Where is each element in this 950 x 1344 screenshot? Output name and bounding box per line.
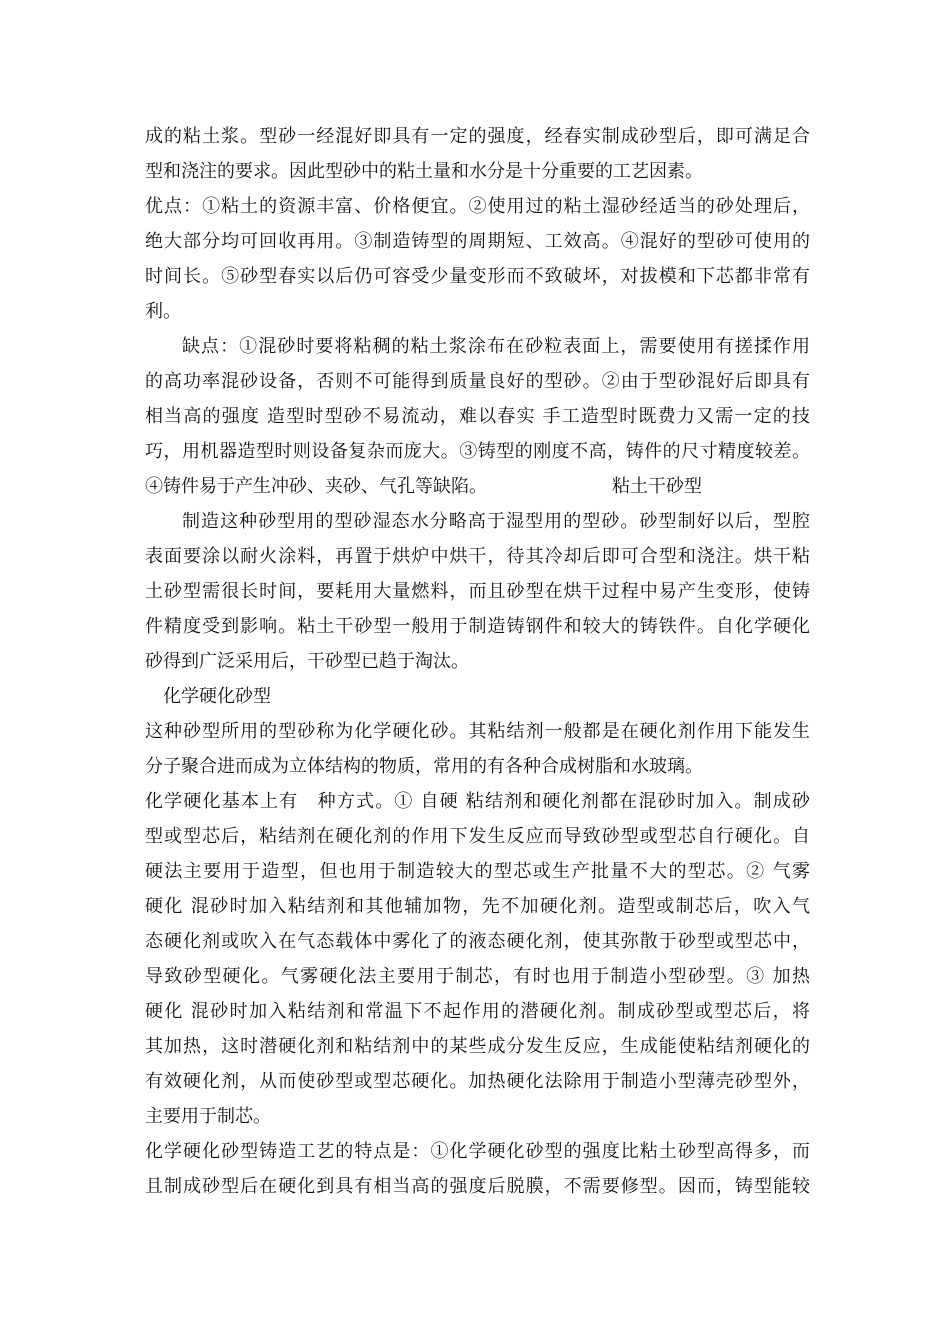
text-line: 有效硬化剂，从而使砂型或型芯硬化。加热硬化法除用于制造小型薄壳砂型外， <box>145 1071 810 1092</box>
text-line: 分子聚合进而成为立体结构的物质，常用的有各种合成树脂和水玻璃。 <box>145 756 703 777</box>
text-line: 化学硬化基本上有 种方式。① 自硬 粘结剂和硬化剂都在混砂时加入。制成砂 <box>145 791 810 812</box>
text-line: 优点：①粘土的资源丰富、价格便宜。②使用过的粘土湿砂经适当的砂处理后， <box>145 196 810 217</box>
text-line: 硬化 混砂时加入粘结剂和常温下不起作用的潜硬化剂。制成砂型或型芯后，将 <box>145 1001 810 1022</box>
text-line: 相当高的强度 造型时型砂不易流动，难以春实 手工造型时既费力又需一定的技 <box>145 406 810 427</box>
text-line: 主要用于制芯。 <box>145 1106 271 1127</box>
text-line: 化学硬化砂型铸造工艺的特点是：①化学硬化砂型的强度比粘土砂型高得多，而 <box>145 1141 810 1162</box>
text-line: 绝大部分均可回收再用。③制造铸型的周期短、工效高。④混好的型砂可使用的 <box>145 231 810 252</box>
text-line: 的高功率混砂设备，否则不可能得到质量良好的型砂。②由于型砂混好后即具有 <box>145 371 810 392</box>
text-line: 砂得到广泛采用后，干砂型已趋于淘汰。 <box>145 651 469 672</box>
text-line: 导致砂型硬化。气雾硬化法主要用于制芯，有时也用于制造小型砂型。③ 加热 <box>145 966 810 987</box>
text-line: 制造这种砂型用的型砂湿态水分略高于湿型用的型砂。砂型制好以后，型腔 <box>182 511 810 532</box>
text-line: 时间长。⑤砂型春实以后仍可容受少量变形而不致破坏，对拔模和下芯都非常有 <box>145 266 810 287</box>
text-line: ④铸件易于产生冲砂、夹砂、气孔等缺陷。 <box>145 476 487 497</box>
text-line: 型或型芯后，粘结剂在硬化剂的作用下发生反应而导致砂型或型芯自行硬化。自 <box>145 826 810 847</box>
section-heading-chemical-hardened-sand: 化学硬化砂型 <box>163 686 271 707</box>
text-line: 型和浇注的要求。因此型砂中的粘土量和水分是十分重要的工艺因素。 <box>145 161 703 182</box>
section-heading-clay-dry-sand: 粘土干砂型 <box>612 476 702 497</box>
text-line: 其加热，这时潜硬化剂和粘结剂中的某些成分发生反应，生成能使粘结剂硬化的 <box>145 1036 810 1057</box>
text-line: 硬法主要用于造型，但也用于制造较大的型芯或生产批量不大的型芯。② 气雾 <box>145 861 810 882</box>
text-line: 且制成砂型后在硬化到具有相当高的强度后脱膜，不需要修型。因而，铸型能较 <box>145 1176 810 1197</box>
text-line: 态硬化剂或吹入在气态载体中雾化了的液态硬化剂，使其弥散于砂型或型芯中， <box>145 931 810 952</box>
text-line: 硬化 混砂时加入粘结剂和其他辅加物，先不加硬化剂。造型或制芯后，吹入气 <box>145 896 810 917</box>
text-line: 成的粘土浆。型砂一经混好即具有一定的强度，经春实制成砂型后，即可满足合 <box>145 126 810 147</box>
text-line: 表面要涂以耐火涂料，再置于烘炉中烘干，待其冷却后即可合型和浇注。烘干粘 <box>145 546 810 567</box>
text-line: 土砂型需很长时间，要耗用大量燃料，而且砂型在烘干过程中易产生变形，使铸 <box>145 581 810 602</box>
text-line: 利。 <box>145 301 181 322</box>
text-line: 这种砂型所用的型砂称为化学硬化砂。其粘结剂一般都是在硬化剂作用下能发生 <box>145 721 810 742</box>
text-line: 巧，用机器造型时则设备复杂而庞大。③铸型的刚度不高，铸件的尺寸精度较差。 <box>145 441 810 462</box>
text-line: 件精度受到影响。粘土干砂型一般用于制造铸钢件和较大的铸铁件。自化学硬化 <box>145 616 810 637</box>
text-line: 缺点：①混砂时要将粘稠的粘土浆涂布在砂粒表面上，需要使用有搓揉作用 <box>182 336 810 357</box>
